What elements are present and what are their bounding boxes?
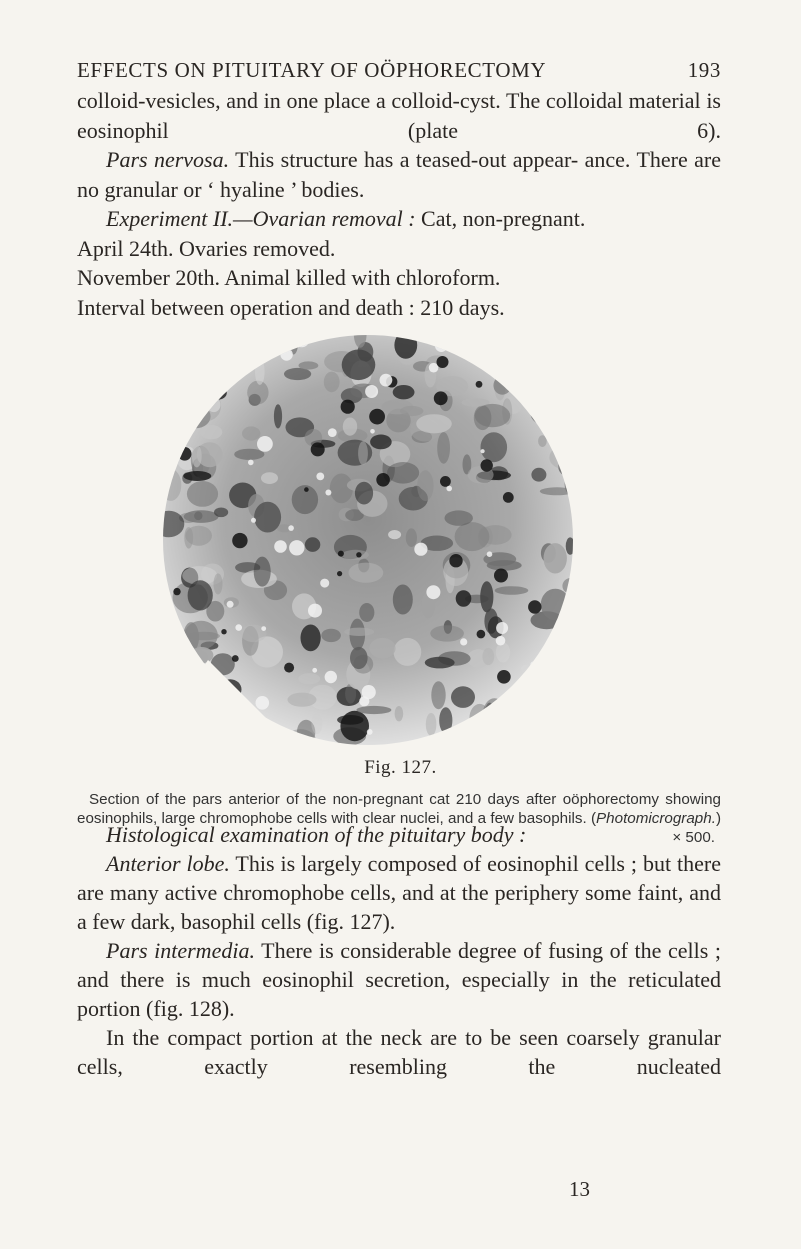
nucleus-dot	[159, 340, 174, 355]
cell-blob	[175, 392, 197, 406]
cell-blob	[388, 530, 401, 539]
nucleus-dot	[311, 442, 325, 456]
cell-blob	[152, 404, 168, 435]
nucleus-dot	[210, 339, 220, 349]
cell-blob	[284, 368, 311, 380]
paragraph: Experiment II.—Ovarian removal : Cat, non-pregnant.	[106, 206, 586, 231]
cell-blob	[274, 404, 282, 428]
cell-blob	[173, 330, 196, 353]
cell-blob	[416, 414, 452, 433]
nucleus-dot	[481, 449, 485, 453]
cell-blob	[183, 471, 211, 481]
nucleus-dot	[341, 400, 355, 414]
cell-blob	[565, 469, 588, 499]
cell-blob	[158, 592, 169, 605]
cell-blob	[184, 621, 217, 650]
photomicrograph	[148, 330, 588, 750]
cell-blob	[234, 449, 264, 460]
cell-blob	[569, 591, 588, 617]
cell-blob	[394, 331, 417, 358]
experiment-heading: Experiment II.—Ovarian removal :	[106, 206, 416, 231]
top-text-block	[77, 86, 721, 322]
nucleus-dot	[496, 622, 508, 634]
nucleus-dot	[173, 588, 180, 595]
nucleus-dot	[148, 508, 156, 519]
bottom-text-block	[77, 820, 721, 1081]
cell-blob	[558, 457, 578, 477]
nucleus-dot	[248, 460, 254, 466]
cell-blob	[531, 468, 546, 482]
cell-blob	[430, 625, 464, 641]
cell-blob	[175, 371, 188, 380]
cell-blob	[172, 357, 203, 366]
cell-blob	[342, 350, 376, 381]
cell-blob	[180, 406, 192, 431]
cell-blob	[529, 713, 548, 744]
cell-blob	[541, 589, 570, 621]
cell-blob	[210, 386, 227, 399]
cell-blob	[439, 707, 452, 733]
paragraph: Pars intermedia. There is considerable degree of fusing of the cells ; and there is much eosinophil secretion, especially in the reticulated portion (fig. 128).	[77, 938, 721, 1021]
nucleus-dot	[496, 636, 506, 646]
cell-blob	[260, 330, 273, 337]
cell-blob	[540, 487, 574, 495]
caption-italic: Photomicrograph.	[596, 810, 716, 827]
cell-blob	[192, 330, 221, 350]
cell-blob	[148, 472, 163, 491]
nucleus-dot	[251, 518, 256, 523]
cell-blob	[566, 631, 588, 656]
page-number: 193	[687, 58, 721, 82]
cell-blob	[538, 435, 547, 447]
cell-blob	[192, 445, 202, 468]
cell-blob	[549, 446, 582, 470]
nucleus-dot	[337, 571, 342, 576]
nucleus-dot	[359, 696, 369, 706]
cell-blob	[349, 563, 384, 583]
nucleus-dot	[369, 409, 385, 425]
cell-blob	[479, 525, 511, 545]
cell-blob	[160, 469, 181, 501]
cell-blob	[185, 526, 212, 546]
cell-blob	[496, 642, 510, 662]
nucleus-dot	[159, 609, 175, 625]
nucleus-dot	[356, 552, 361, 557]
cell-blob	[451, 686, 475, 708]
cell-blob	[544, 543, 567, 573]
nucleus-dot	[294, 332, 310, 348]
cell-blob	[567, 699, 581, 711]
cell-blob	[343, 418, 357, 436]
nucleus-dot	[476, 381, 483, 388]
cell-blob	[417, 470, 433, 501]
cell-blob	[394, 638, 422, 666]
cell-blob	[356, 706, 391, 714]
running-header	[77, 58, 721, 83]
nucleus-dot	[232, 655, 239, 662]
nucleus-dot	[477, 630, 486, 639]
nucleus-dot	[148, 538, 154, 546]
cell-blob	[487, 349, 496, 362]
cell-blob	[162, 427, 184, 448]
cell-blob	[321, 629, 341, 642]
nucleus-dot	[460, 638, 467, 645]
cell-blob	[395, 706, 404, 721]
cell-blob	[247, 381, 268, 405]
nucleus-dot	[429, 363, 439, 373]
cell-blob	[200, 425, 222, 439]
cell-blob	[400, 406, 423, 416]
nucleus-dot	[308, 604, 322, 618]
nucleus-dot	[304, 487, 309, 492]
section-heading: Pars nervosa.	[106, 147, 230, 172]
cell-blob	[508, 721, 527, 741]
cell-blob	[337, 715, 363, 725]
cell-blob	[154, 579, 166, 593]
cell-blob	[431, 681, 445, 709]
cell-blob	[204, 390, 215, 408]
cell-blob	[562, 578, 579, 594]
cell-blob	[190, 647, 214, 663]
cell-blob	[324, 372, 340, 393]
subsection-heading: Anterior lobe.	[106, 851, 230, 876]
cell-blob	[350, 647, 368, 669]
cell-blob	[355, 482, 373, 505]
cell-blob	[194, 511, 202, 520]
nucleus-dot	[376, 473, 390, 487]
figure-label: Fig. 127.	[364, 757, 437, 778]
cell-blob	[344, 628, 374, 636]
cell-blob	[547, 719, 558, 745]
nucleus-dot	[367, 729, 373, 735]
running-title: EFFECTS ON PITUITARY OF OÖPHORECTOMY	[77, 58, 547, 82]
nucleus-dot	[530, 661, 537, 668]
nucleus-dot	[148, 641, 159, 656]
cell-blob	[437, 432, 450, 464]
cell-blob	[475, 404, 510, 427]
nucleus-dot	[261, 626, 266, 631]
cell-blob	[369, 638, 395, 659]
nucleus-dot	[509, 741, 513, 745]
paragraph: Pars nervosa. This structure has a teased-out appear- ance. There are no granular or ‘ hyaline ’ bodies.	[77, 147, 721, 202]
figure-caption: Section of the pars anterior of the non-pregnant cat 210 days after oöphorectomy showing eosinophils, large chromophobe cells with clear nuclei, and a few basophils. (Photomicrograph.) × 500.	[77, 791, 721, 846]
nucleus-dot	[232, 533, 247, 548]
section-heading: Histological examination of the pituitary body :	[106, 822, 527, 847]
cell-blob	[571, 675, 579, 703]
nucleus-dot	[288, 525, 294, 531]
nucleus-dot	[577, 621, 588, 633]
nucleus-dot	[325, 490, 331, 496]
cell-blob	[481, 432, 508, 462]
cell-blob	[305, 537, 320, 552]
nucleus-dot	[497, 670, 511, 684]
cell-blob	[178, 351, 191, 366]
cell-blob	[242, 426, 260, 440]
cell-blob	[456, 590, 472, 607]
text-line: April 24th. Ovaries removed.	[77, 235, 336, 261]
nucleus-dot	[409, 330, 415, 334]
nucleus-dot	[235, 624, 242, 631]
cell-blob	[214, 508, 228, 518]
nucleus-dot	[561, 461, 568, 468]
cell-blob	[480, 581, 493, 612]
paragraph: Anterior lobe. This is largely composed of eosinophil cells ; but there are many active chromophobe cells, and at the periphery some faint, and a few dark, basophil cells (fig. 127).	[77, 851, 721, 934]
cell-blob	[485, 703, 495, 730]
nucleus-dot	[481, 459, 493, 471]
subsection-heading: Pars intermedia.	[106, 938, 255, 963]
nucleus-dot	[494, 569, 508, 583]
cell-blob	[298, 673, 320, 684]
cell-blob	[301, 625, 321, 652]
cell-blob	[516, 692, 544, 711]
signature-mark: 13	[569, 1177, 590, 1201]
text-line: Interval between operation and death : 210 days.	[77, 294, 505, 320]
nucleus-dot	[414, 543, 427, 556]
nucleus-dot	[168, 330, 174, 334]
cell-blob	[188, 580, 213, 610]
cell-blob	[311, 713, 322, 734]
nucleus-dot	[148, 456, 154, 468]
cell-blob	[179, 350, 210, 364]
nucleus-dot	[257, 436, 273, 452]
nucleus-dot	[560, 700, 571, 711]
nucleus-dot	[312, 668, 317, 673]
cell-blob	[148, 391, 164, 423]
cell-blob	[254, 502, 281, 533]
cell-blob	[207, 398, 220, 413]
nucleus-dot	[284, 663, 294, 673]
paragraph: colloid-vesicles, and in one place a colloid-cyst. The colloidal material is eosinophil (plate 6).	[77, 88, 721, 143]
nucleus-dot	[559, 656, 570, 667]
nucleus-dot	[365, 385, 378, 398]
cell-blob	[299, 361, 319, 369]
cell-blob	[550, 731, 569, 744]
nucleus-dot	[325, 671, 337, 683]
nucleus-dot	[567, 621, 573, 627]
nucleus-dot	[380, 374, 393, 387]
cell-blob	[173, 413, 185, 433]
cell-blob	[151, 463, 163, 484]
cell-blob	[387, 462, 419, 484]
cell-blob	[482, 648, 494, 665]
cell-blob	[153, 511, 184, 538]
cell-blob	[150, 666, 167, 692]
cell-blob	[493, 736, 524, 750]
cell-blob	[148, 635, 162, 661]
cell-blob	[190, 390, 201, 403]
cell-blob	[188, 330, 201, 350]
cell-blob	[575, 510, 584, 539]
cell-blob	[261, 472, 278, 484]
cell-blob	[445, 510, 473, 525]
cell-blob	[425, 657, 455, 669]
cell-blob	[438, 334, 471, 343]
nucleus-dot	[416, 739, 430, 750]
nucleus-dot	[487, 551, 493, 557]
cell-blob	[151, 348, 186, 368]
cell-blob	[406, 528, 417, 547]
nucleus-dot	[289, 540, 304, 555]
nucleus-dot	[178, 447, 192, 461]
cell-blob	[573, 712, 588, 734]
cell-blob	[495, 586, 529, 595]
nucleus-dot	[274, 540, 287, 553]
nucleus-dot	[320, 579, 329, 588]
cell-blob	[556, 659, 588, 672]
nucleus-dot	[449, 554, 462, 567]
cell-blob	[521, 665, 532, 673]
cell-blob	[483, 698, 506, 730]
nucleus-dot	[435, 339, 448, 352]
nucleus-dot	[426, 585, 440, 599]
cell-blob	[370, 435, 392, 450]
cell-blob	[254, 557, 271, 587]
nucleus-dot	[437, 356, 449, 368]
cell-blob	[214, 573, 223, 594]
nucleus-dot	[338, 551, 344, 557]
nucleus-dot	[503, 492, 514, 503]
cell-blob	[542, 657, 552, 676]
cell-blob	[426, 713, 437, 736]
cell-blob	[148, 531, 159, 539]
nucleus-dot	[148, 576, 157, 587]
cell-blob	[393, 585, 413, 615]
nucleus-dot	[256, 696, 270, 710]
cell-blob	[449, 740, 472, 749]
nucleus-dot	[151, 404, 161, 414]
cell-blob	[493, 376, 511, 395]
cell-blob	[546, 663, 576, 677]
paragraph: In the compact portion at the neck are to be seen coarsely granular cells, exactly resembling the nucleated	[77, 1025, 721, 1079]
nucleus-dot	[280, 348, 292, 360]
cell-blob	[255, 358, 265, 385]
cell-blob	[358, 441, 368, 465]
nucleus-dot	[316, 473, 324, 481]
cell-blob	[342, 550, 369, 560]
cell-blob	[469, 704, 490, 733]
cell-blob	[148, 648, 165, 673]
nucleus-dot	[211, 330, 225, 344]
cell-blob	[248, 330, 279, 350]
cell-blob	[148, 335, 182, 355]
cell-blob	[206, 330, 238, 347]
magnification: × 500.	[672, 829, 715, 846]
nucleus-dot	[221, 629, 226, 634]
nucleus-dot	[528, 600, 541, 613]
nucleus-dot	[370, 429, 375, 434]
cell-blob	[393, 385, 415, 399]
nucleus-dot	[158, 404, 172, 418]
nucleus-dot	[567, 683, 573, 689]
nucleus-dot	[227, 601, 234, 608]
nucleus-dot	[434, 391, 448, 405]
nucleus-dot	[440, 476, 451, 487]
cell-blob	[288, 693, 317, 707]
text-line: November 20th. Animal killed with chloroform.	[77, 265, 501, 290]
cell-blob	[187, 481, 218, 507]
nucleus-dot	[446, 486, 452, 492]
cell-blob	[472, 351, 491, 366]
cell-blob	[566, 537, 575, 554]
nucleus-dot	[328, 428, 337, 437]
cell-blob	[359, 603, 374, 622]
nucleus-dot	[507, 706, 513, 712]
